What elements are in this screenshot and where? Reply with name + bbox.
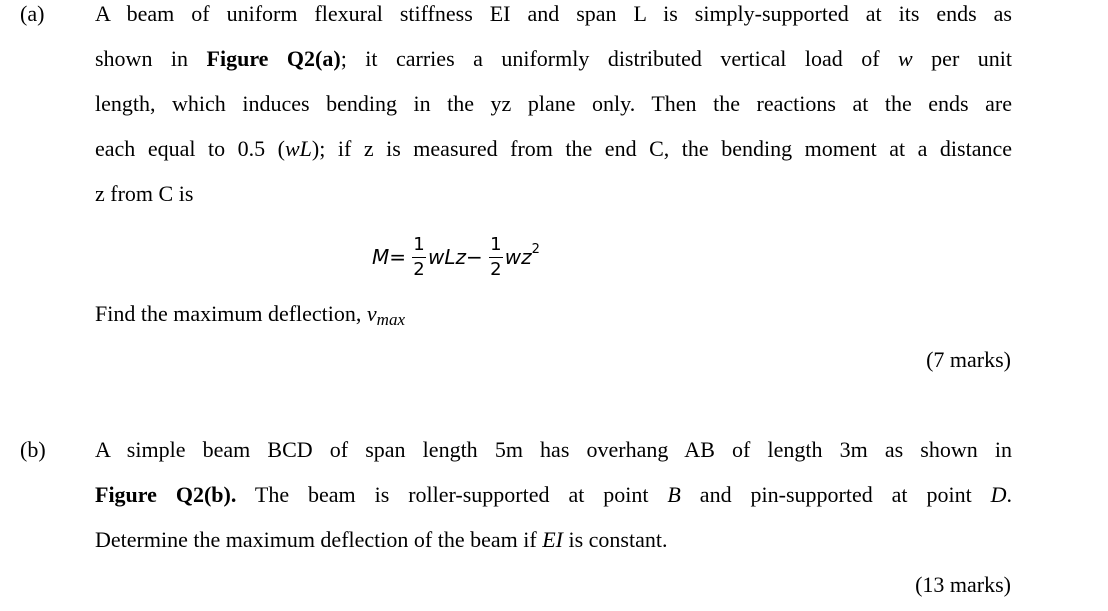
bending-moment-equation: [372, 228, 540, 286]
part-b-line-3: [95, 526, 1012, 554]
text-segment: Determine the maximum deflection of the beam if: [95, 527, 543, 552]
text-segment: and pin-supported at point: [680, 482, 991, 507]
text-segment: is constant.: [562, 527, 668, 552]
part-a-line-2: [95, 45, 1012, 73]
fraction-denominator: 2: [413, 258, 425, 280]
part-a-line-4: [95, 135, 1012, 163]
fraction-bar: [489, 257, 503, 258]
figure-reference: Figure Q2(b).: [95, 482, 237, 507]
text-segment: ; it carries a uniformly distributed vertical load of: [340, 46, 899, 71]
part-b-marks: (13 marks): [915, 572, 1011, 597]
fraction-half-1: [412, 235, 426, 280]
text-segment: Find the maximum deflection,: [95, 301, 367, 326]
part-a-line-3: length, which induces bending in the yz plane only. Then the reactions at the ends are: [95, 91, 1012, 116]
point-d: D: [990, 482, 1007, 507]
variable-wl: wL: [284, 136, 312, 161]
text-segment: each equal to 0.5 (: [95, 136, 285, 161]
part-a-marks: (7 marks): [926, 347, 1011, 372]
eq-term-1: wLz: [428, 245, 467, 269]
part-a-line-5: z from C is: [95, 181, 194, 206]
eq-minus: −: [466, 245, 483, 269]
part-a-line-1: A beam of uniform flexural stiffness EI and span L is simply-supported at its ends as: [95, 1, 1012, 26]
fraction-numerator: 1: [413, 233, 425, 255]
variable-subscript: max: [376, 310, 405, 329]
eq-term-2: wz: [504, 245, 532, 269]
eq-lhs: M: [372, 245, 390, 269]
part-b-line-1: A simple beam BCD of span length 5m has overhang AB of length 3m as shown in: [95, 437, 1012, 462]
variable-w: w: [898, 46, 913, 71]
text-segment: The beam is roller-supported at point: [236, 482, 668, 507]
part-a-find-line: [95, 300, 1012, 330]
part-a-label: (a): [20, 1, 45, 26]
variable-v: v: [366, 301, 377, 326]
part-b-line-2: [95, 481, 1012, 509]
point-b: B: [667, 482, 681, 507]
variable-ei: EI: [542, 527, 563, 552]
text-segment: per unit: [912, 46, 1012, 71]
text-segment: shown in: [95, 46, 207, 71]
figure-reference: Figure Q2(a): [206, 46, 341, 71]
fraction-half-2: [489, 235, 503, 280]
part-b-label: (b): [20, 437, 46, 462]
fraction-denominator: 2: [490, 258, 502, 280]
eq-exponent: 2: [531, 241, 540, 257]
eq-equals: =: [389, 245, 407, 269]
text-segment: ); if z is measured from the end C, the bending moment at a distance: [311, 136, 1012, 161]
text-segment: .: [1006, 482, 1013, 507]
fraction-numerator: 1: [490, 233, 502, 255]
fraction-bar: [412, 257, 426, 258]
